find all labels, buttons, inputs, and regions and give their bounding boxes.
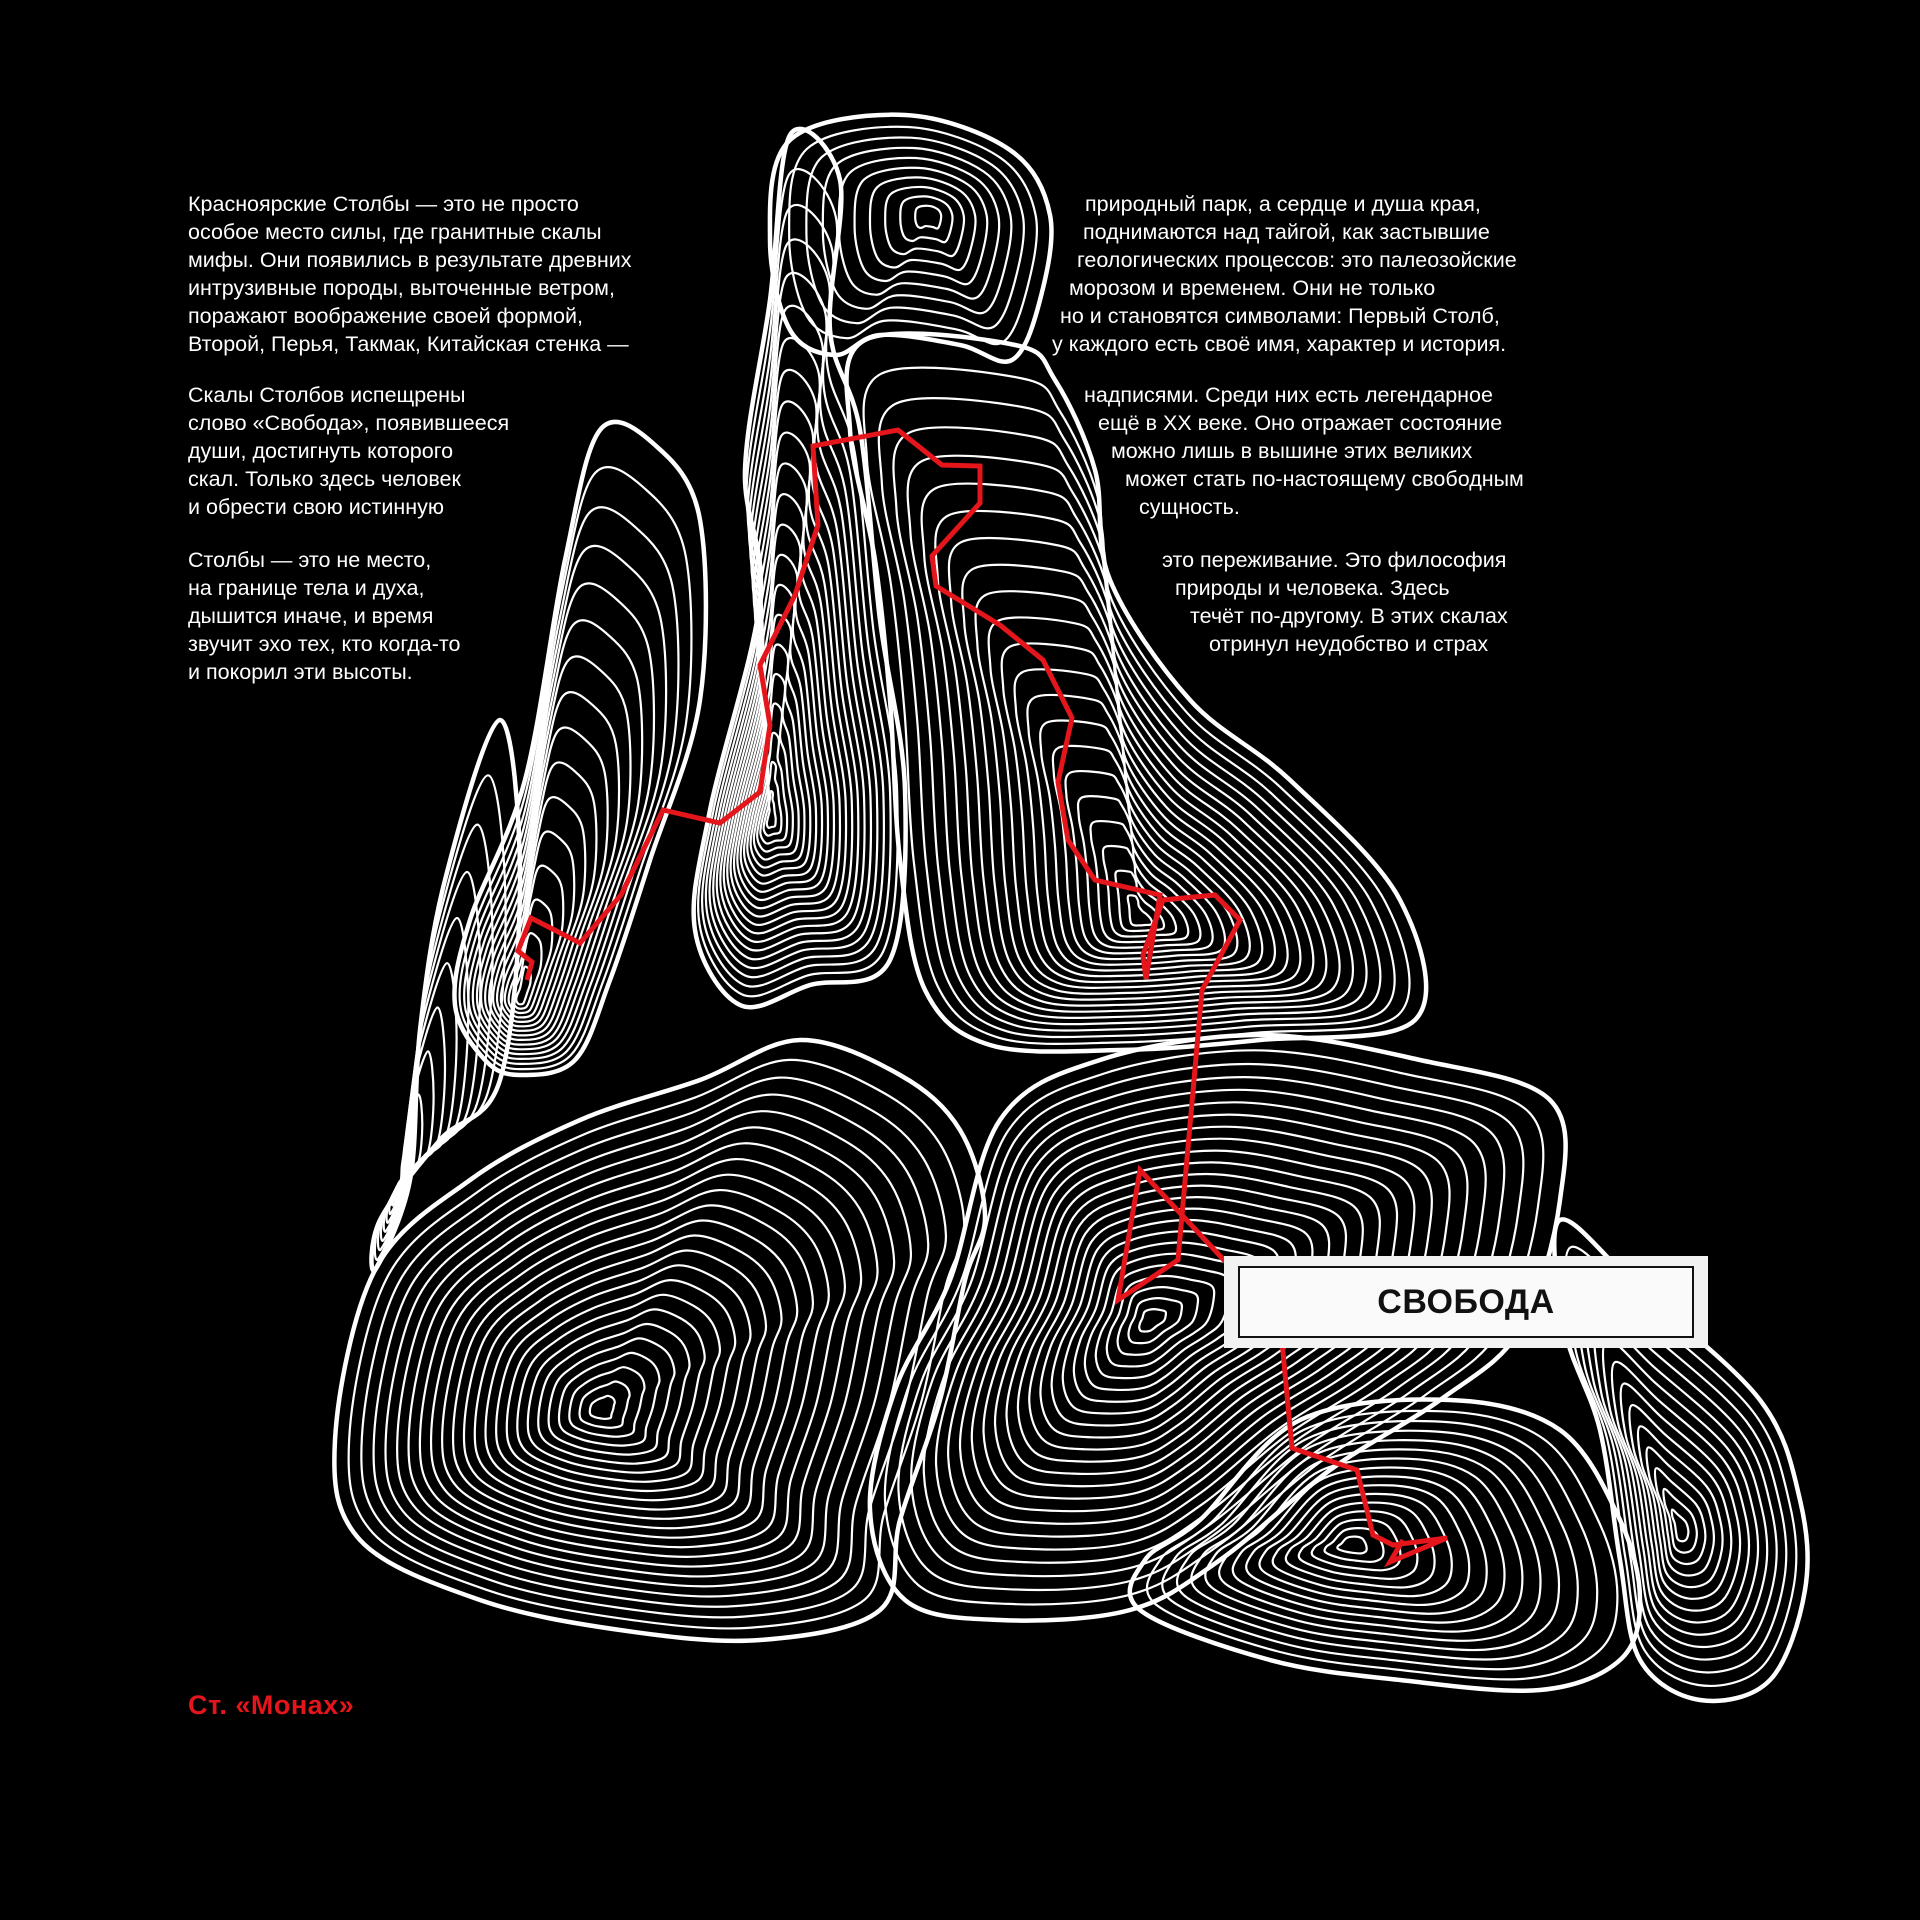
right-paragraph [0, 190, 1517, 358]
text-line: звучит эхо тех, кто когда-то [188, 632, 461, 656]
text-line: геологических процессов: это палеозойские [1077, 248, 1517, 272]
bottom-right-contour [1205, 1449, 1540, 1640]
text-line: на границе тела и духа, [188, 576, 425, 600]
lower-middle-contour [1139, 1309, 1166, 1331]
text-line: может стать по-настоящему свободным [1125, 467, 1524, 491]
label-frame [1238, 1266, 1694, 1338]
text-line: можно лишь в вышине этих великих [1111, 439, 1473, 463]
text-line: отринул неудобство и страх [1209, 632, 1489, 656]
text-line: природы и человека. Здесь [1175, 576, 1450, 600]
text-line: мифы. Они появились в результате древних [188, 248, 632, 272]
text-line: Скалы Столбов испещрены [188, 383, 466, 407]
caption: Ст. «Монах» [188, 1690, 355, 1720]
right-paragraph [0, 546, 1508, 658]
text-line: ещё в XX веке. Оно отражает состояние [1098, 411, 1503, 435]
right-paragraph [0, 381, 1524, 521]
top-peak-contour [900, 196, 952, 242]
lower-left-contour [538, 1324, 689, 1464]
text-line: Столбы — это не место, [188, 548, 432, 572]
text-line: особое место силы, где гранитные скалы [188, 220, 602, 244]
text-line: души, достигнуть которого [188, 439, 454, 463]
text-line: но и становятся символами: Первый Столб, [1060, 304, 1500, 328]
lower-left-contour [590, 1396, 615, 1419]
middle-right-contour [1128, 895, 1152, 925]
top-peak-contour [855, 168, 988, 284]
text-line: надписями. Среди них есть легендарное [1084, 383, 1493, 407]
lower-left-contour [475, 1235, 782, 1518]
text-line: поднимаются над тайгой, как застывшие [1083, 220, 1490, 244]
text-line: и обрести свою истинную [188, 495, 444, 519]
far-left-contour [378, 825, 493, 1251]
text-line: сущность. [1139, 495, 1240, 519]
label-text: СВОБОДА [1377, 1282, 1555, 1321]
text-line: поражают воображение своей формой, [188, 304, 583, 328]
text-line: интрузивные породы, выточенные ветром, [188, 276, 615, 300]
lower-left-contour [580, 1382, 630, 1428]
text-line: дышится иначе, и время [188, 604, 434, 628]
text-line: слово «Свобода», появившееся [188, 411, 510, 435]
text-line: природный парк, а сердце и душа края, [1085, 192, 1481, 216]
text-line: Второй, Перья, Такмак, Китайская стенка — [188, 332, 629, 356]
top-peak-contour [915, 206, 941, 229]
bottom-right-contour [1130, 1399, 1640, 1690]
text-line: и покорил эти высоты. [188, 660, 413, 684]
bottom-right-contour [1337, 1537, 1366, 1554]
lower-left-contour [442, 1190, 829, 1547]
left-lobe-contour [460, 467, 692, 1069]
text-line: скал. Только здесь человек [188, 467, 461, 491]
text-line: это переживание. Это философия [1162, 548, 1507, 572]
text-line: Красноярские Столбы — это не просто [188, 192, 579, 216]
text-line: морозом и временем. Они не только [1069, 276, 1436, 300]
text-line: у каждого есть своё имя, характер и история. [1052, 332, 1507, 356]
label-card [1224, 1256, 1708, 1348]
far-right-contour [1672, 1510, 1689, 1542]
text-line: течёт по-другому. В этих скалах [1190, 604, 1508, 628]
